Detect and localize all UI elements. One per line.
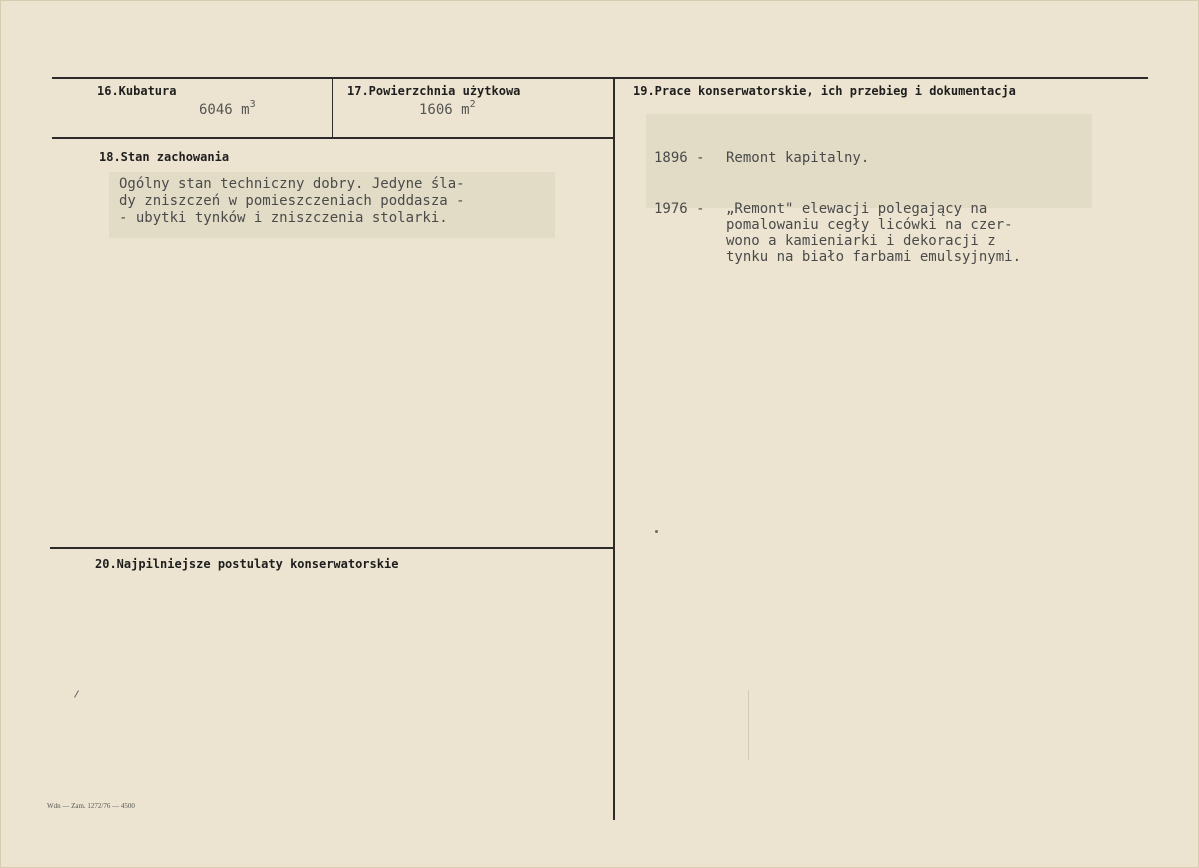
paper-mark	[748, 690, 749, 760]
prace-entry-text: „Remont" elewacji polegający na pomalowaniu cegły licówki na czer- wono a kamieniarki i dekoracji z tynku na biało farbami emulsyjnymi.	[726, 201, 1022, 265]
section-18-rule	[52, 137, 614, 139]
prace-entry-year: 1896 -	[654, 150, 705, 166]
powierzchnia-label: 17.Powierzchnia użytkowa	[347, 84, 521, 98]
prace-entry-text: Remont kapitalny.	[726, 150, 870, 166]
prace-label: 19.Prace konserwatorskie, ich przebieg i dokumentacja	[633, 84, 1016, 98]
prace-entry	[654, 150, 1086, 167]
prace-entries	[646, 114, 1092, 265]
stan-label: 18.Stan zachowania	[99, 150, 230, 164]
kubatura-value: 6046 $m^3$	[199, 99, 256, 118]
powierzchnia-value: 1606 $m^2$	[419, 99, 476, 118]
prace-entry-year: 1976 -	[654, 201, 705, 217]
top-rule	[52, 77, 1148, 79]
paper-mark	[655, 530, 658, 533]
print-footer: Wdn — Zam. 1272/76 — 4500	[47, 802, 135, 810]
paper-mark	[74, 690, 79, 697]
postulaty-label: 20.Najpilniejsze postulaty konserwatorskie	[95, 557, 399, 571]
kubatura-divider	[332, 78, 333, 138]
center-divider	[613, 77, 615, 820]
kubatura-label: 16.Kubatura	[97, 84, 177, 98]
prace-entry	[654, 201, 1086, 265]
section-20-rule	[50, 547, 614, 549]
stan-text: Ogólny stan techniczny dobry. Jedyne śla- dy zniszczeń w pomieszczeniach poddasza - - ubytki tynków i zniszczenia stolarki.	[109, 172, 555, 238]
